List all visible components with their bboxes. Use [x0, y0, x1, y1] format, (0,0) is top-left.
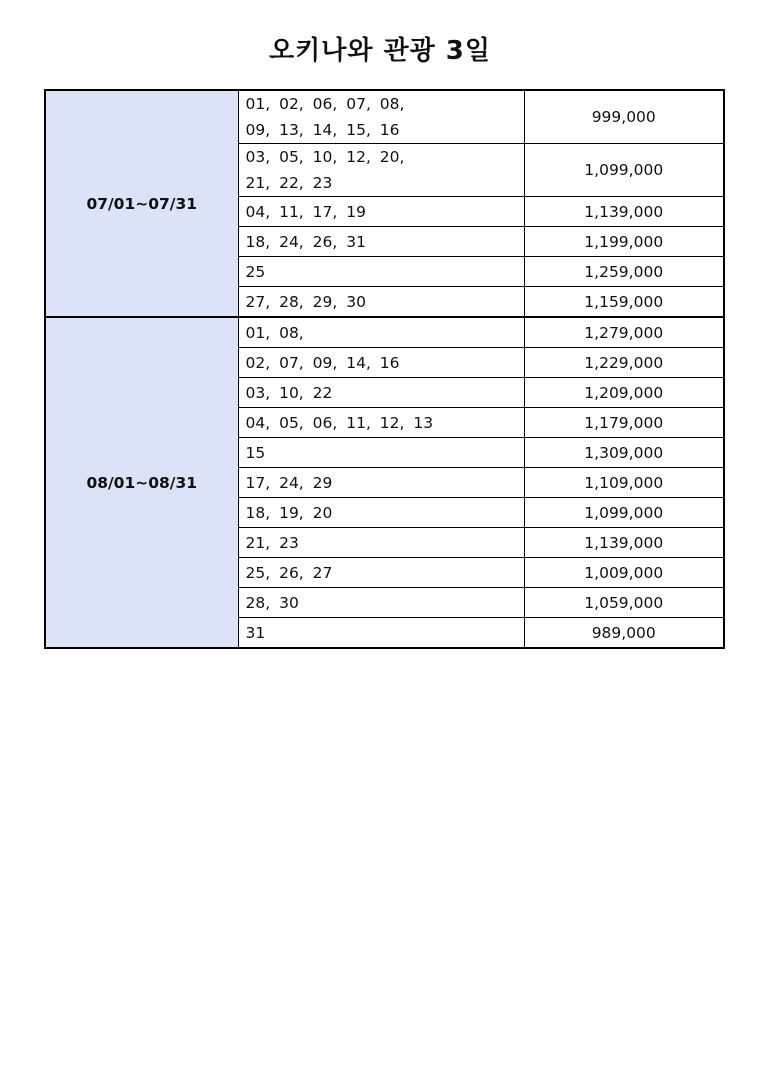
departure-dates: 04, 11, 17, 19 [238, 197, 524, 227]
departure-dates: 18, 24, 26, 31 [238, 227, 524, 257]
departure-dates: 18, 19, 20 [238, 498, 524, 528]
page-title: 오키나와 관광 3일 [268, 36, 491, 66]
price: 1,009,000 [524, 558, 724, 588]
price: 989,000 [524, 618, 724, 649]
price: 1,139,000 [524, 528, 724, 558]
price: 1,139,000 [524, 197, 724, 227]
departure-dates: 04, 05, 06, 11, 12, 13 [238, 408, 524, 438]
departure-dates: 02, 07, 09, 14, 16 [238, 348, 524, 378]
departure-dates: 25, 26, 27 [238, 558, 524, 588]
price: 1,099,000 [524, 144, 724, 197]
departure-dates: 31 [238, 618, 524, 649]
price: 1,229,000 [524, 348, 724, 378]
price: 1,099,000 [524, 498, 724, 528]
period-group-august [45, 317, 724, 648]
price: 1,109,000 [524, 468, 724, 498]
price: 1,259,000 [524, 257, 724, 287]
price: 1,159,000 [524, 287, 724, 318]
table-row [45, 317, 724, 348]
table-row [45, 90, 724, 144]
period-label: 08/01~08/31 [45, 317, 238, 648]
period-group-july [45, 90, 724, 317]
departure-dates: 01, 02, 06, 07, 08, 09, 13, 14, 15, 16 [238, 90, 524, 144]
price: 1,209,000 [524, 378, 724, 408]
departure-dates: 15 [238, 438, 524, 468]
departure-dates: 03, 05, 10, 12, 20, 21, 22, 23 [238, 144, 524, 197]
price: 1,199,000 [524, 227, 724, 257]
price: 999,000 [524, 90, 724, 144]
price: 1,179,000 [524, 408, 724, 438]
price-table [44, 89, 725, 649]
price: 1,309,000 [524, 438, 724, 468]
departure-dates: 01, 08, [238, 317, 524, 348]
departure-dates: 21, 23 [238, 528, 524, 558]
price: 1,279,000 [524, 317, 724, 348]
price: 1,059,000 [524, 588, 724, 618]
departure-dates: 17, 24, 29 [238, 468, 524, 498]
departure-dates: 27, 28, 29, 30 [238, 287, 524, 318]
departure-dates: 25 [238, 257, 524, 287]
departure-dates: 28, 30 [238, 588, 524, 618]
departure-dates: 03, 10, 22 [238, 378, 524, 408]
period-label: 07/01~07/31 [45, 90, 238, 317]
